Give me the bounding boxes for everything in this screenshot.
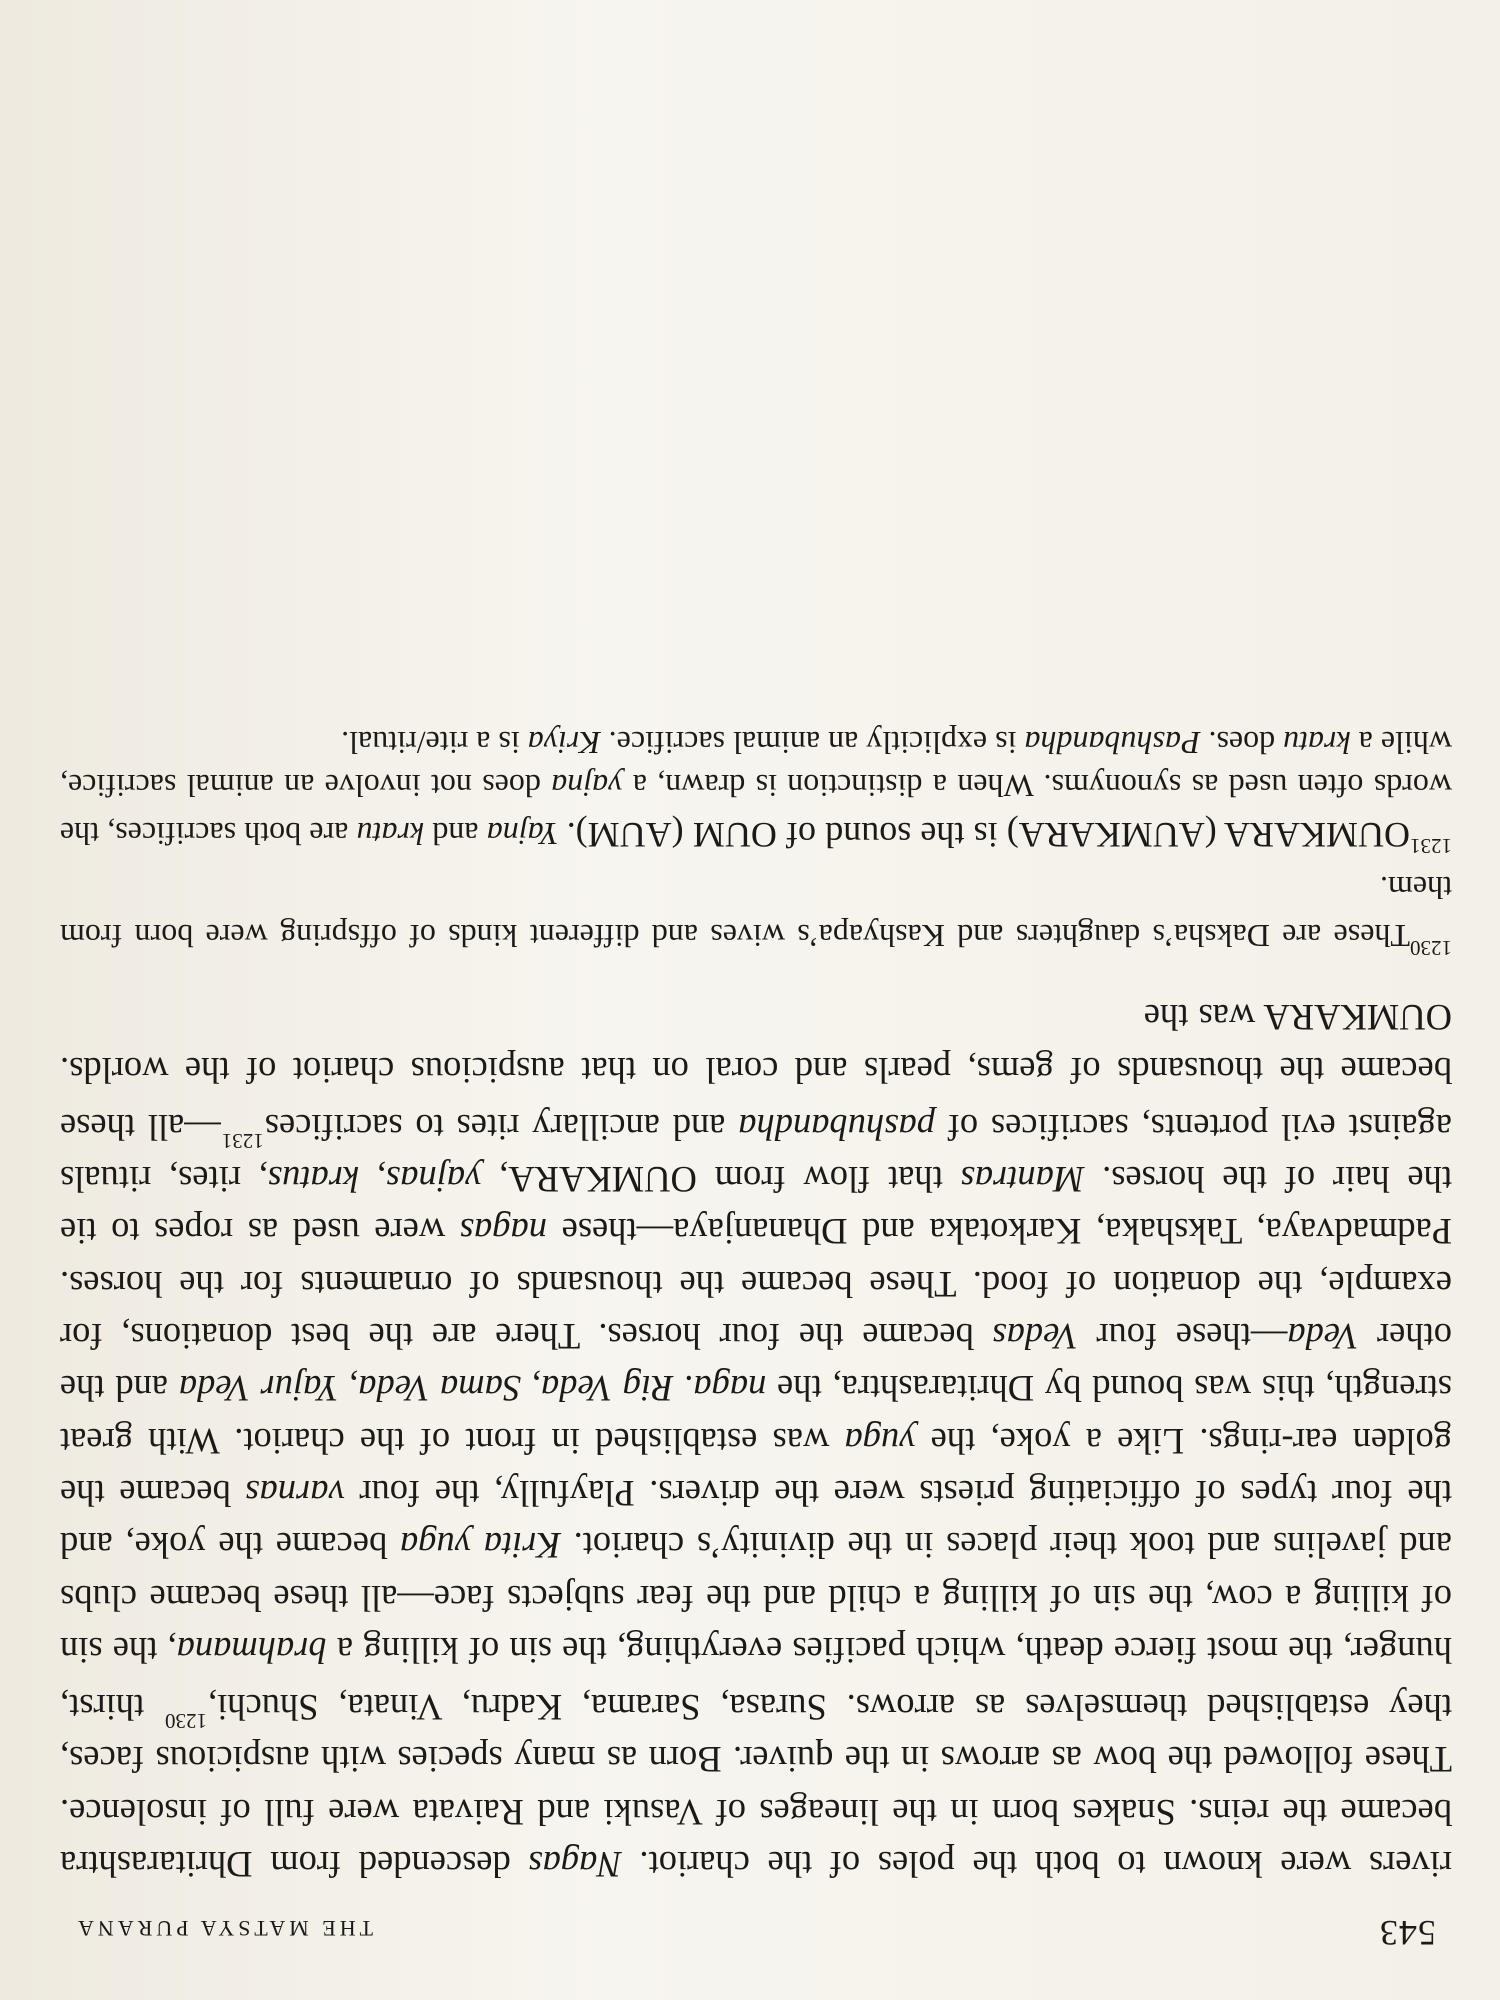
italic-term: Vedas — [992, 1316, 1078, 1358]
italic-term: pashubandha — [738, 1106, 935, 1148]
text-run: were used as ropes to tie the hair of the horses. — [60, 1159, 1452, 1253]
italic-term: varnas — [245, 1472, 345, 1514]
text-run: descended from Dhritarashtra became the reins. Snakes born in the lineages of Vasuki and Raivata were full of insolence. These followed the bow as arrows in the quiver. Born as many species with auspicious faces, they established themselves as arrows. Surasa, Sarama, Kadru, Vinata, Shuchi, — [60, 1687, 1452, 1885]
italic-term: Kriya — [527, 724, 601, 761]
italic-term: kratu — [1283, 724, 1351, 761]
text-run: , — [521, 1368, 541, 1410]
italic-term: kratu — [356, 815, 425, 852]
text-run: rivers were known to both the poles of the chariot. — [621, 1844, 1452, 1885]
text-run: , — [359, 1159, 387, 1201]
text-run: became the yoke, and the four types of officiating priests were the drivers. Playfully, the four — [60, 1472, 1452, 1567]
text-run: was established in front of the chariot. With great strength, this was bound by Dhritarashtra, the — [60, 1368, 1452, 1462]
footnote-text: and — [424, 815, 487, 852]
footnote-text: is explicitly an animal sacrifice. — [600, 724, 1025, 761]
italic-term: Yajna — [486, 815, 559, 852]
footnote-text — [558, 816, 566, 852]
italic-term: yuga — [844, 1420, 916, 1462]
main-text — [60, 991, 1452, 1890]
text-run: . — [673, 1368, 694, 1410]
italic-term: Mantras — [960, 1159, 1085, 1201]
text-run: thirst, hunger, the most fierce death, which pacifies everything, the sin of killing a — [60, 1629, 1452, 1729]
text-run: , — [338, 1368, 359, 1410]
text-run: that flow from OUMKARA, — [481, 1159, 961, 1201]
italic-term: Sama Veda — [358, 1368, 522, 1410]
page-content — [60, 710, 1452, 1954]
text-run: , rites, rituals against evil portents, sacrifices of — [59, 1106, 1452, 1201]
italic-term: Yajur Veda — [178, 1368, 339, 1410]
footnote-number: 1230 — [1410, 935, 1452, 960]
text-run: , the sin of killing a cow, the sin of killing a child and the fear subjects face—all these became clubs and javelins and took their places in the divinity’s chariot. — [59, 1525, 1452, 1671]
page-number: 543 — [1379, 1913, 1436, 1953]
italic-term: Krita yuga — [399, 1525, 561, 1567]
italic-term: brahmana — [176, 1629, 327, 1671]
italic-term: nagas — [459, 1211, 548, 1253]
italic-term: kratus — [267, 1159, 360, 1201]
text-run: —all these became the thousands of gems, pearls and coral on that auspicious chariot of the worlds. OUMKARA was the — [60, 997, 1452, 1148]
italic-term: Rig Veda — [541, 1368, 674, 1410]
footnote-1231 — [60, 720, 1452, 856]
footnote-text: is a rite/ritual. — [341, 724, 528, 761]
text-run: —these four — [1077, 1316, 1288, 1358]
italic-term: Nagas — [528, 1844, 622, 1885]
text-run: and the other — [59, 1316, 1452, 1410]
footnote-text: These are Daksha’s daughters and Kashyapa’s wives and different kinds of offspring were born from them. — [60, 870, 1452, 954]
italic-term: Veda — [1287, 1316, 1359, 1358]
footnotes — [59, 720, 1452, 960]
footnote-marker: 1230 — [165, 1709, 208, 1733]
italic-term: Pashubandha — [1024, 724, 1201, 761]
italic-term: naga — [693, 1368, 767, 1410]
footnote-text: does not involve an animal sacrifice, while a — [59, 724, 1452, 805]
book-title: THE MATSYA PURANA — [74, 1916, 374, 1941]
text-run: became the golden ear-rings. Like a yoke, the — [60, 1420, 1452, 1514]
italic-term: yajnas — [386, 1159, 482, 1201]
footnote-number: 1231 — [1410, 833, 1452, 858]
running-head — [60, 1904, 1452, 1954]
italic-term: yajna — [551, 768, 623, 805]
main-paragraph — [60, 991, 1452, 1890]
footnote-1230 — [60, 866, 1452, 960]
footnote-text: are both sacrifices, the words often used as synonyms. When a distinction is drawn, a — [59, 768, 1452, 852]
footnote-text: does. — [1200, 724, 1284, 761]
text-run: became the four horses. There are the best donations, for example, the donation of food. These became the thousands of ornaments for the horses. Padmadvaya, Takshaka, Karkotaka and Dhananjaya—these — [60, 1211, 1452, 1358]
text-run: and ancillary rites to sacrifices — [264, 1106, 739, 1148]
footnote-marker: 1231 — [221, 1128, 264, 1153]
footnote-text: OUMKARA (AUMKARA) is the sound of OUM (AUM). — [566, 814, 1410, 855]
